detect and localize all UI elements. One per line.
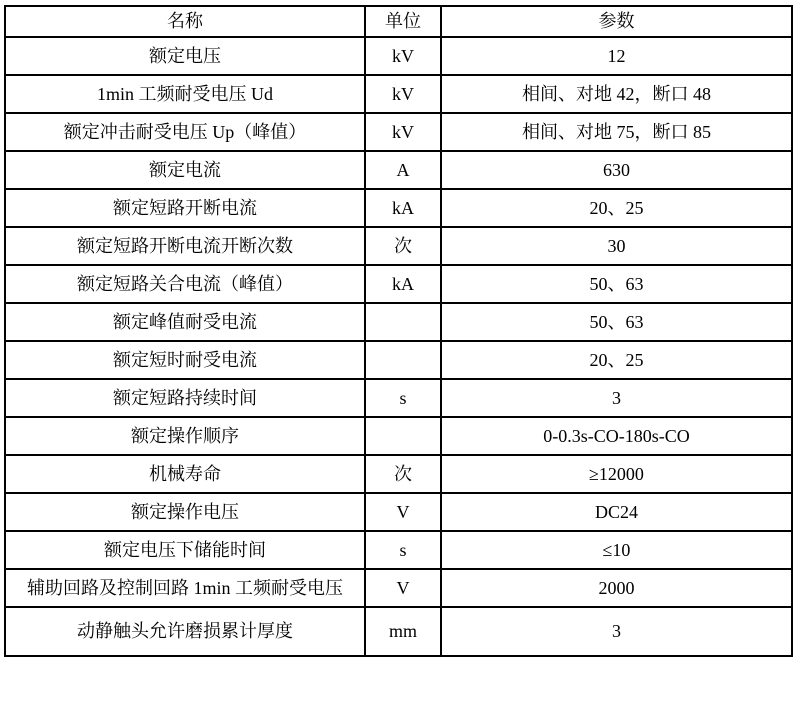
cell-unit: 次 xyxy=(365,227,441,265)
cell-unit xyxy=(365,417,441,455)
cell-name: 额定电流 xyxy=(5,151,365,189)
cell-unit: s xyxy=(365,531,441,569)
cell-name: 额定电压下储能时间 xyxy=(5,531,365,569)
cell-name: 额定电压 xyxy=(5,37,365,75)
cell-name: 辅助回路及控制回路 1min 工频耐受电压 xyxy=(5,569,365,607)
table-row xyxy=(5,607,792,656)
table-row xyxy=(5,75,792,113)
cell-name: 额定峰值耐受电流 xyxy=(5,303,365,341)
cell-value: ≤10 xyxy=(441,531,792,569)
cell-value: 相间、对地 42，断口 48 xyxy=(441,75,792,113)
cell-value: 30 xyxy=(441,227,792,265)
table-row xyxy=(5,227,792,265)
cell-unit xyxy=(365,303,441,341)
cell-name: 额定冲击耐受电压 Up（峰值） xyxy=(5,113,365,151)
cell-unit: kA xyxy=(365,189,441,227)
cell-unit xyxy=(365,341,441,379)
spec-table xyxy=(4,5,793,657)
cell-name: 额定操作电压 xyxy=(5,493,365,531)
cell-name: 额定操作顺序 xyxy=(5,417,365,455)
table-row xyxy=(5,265,792,303)
cell-value: 50、63 xyxy=(441,303,792,341)
table-row xyxy=(5,417,792,455)
cell-value: 3 xyxy=(441,607,792,656)
column-header-name: 名称 xyxy=(5,6,365,37)
table-row xyxy=(5,531,792,569)
cell-unit: kA xyxy=(365,265,441,303)
cell-value: 2000 xyxy=(441,569,792,607)
cell-unit: kV xyxy=(365,37,441,75)
cell-value: 630 xyxy=(441,151,792,189)
cell-unit: kV xyxy=(365,113,441,151)
cell-value: 20、25 xyxy=(441,341,792,379)
cell-unit: kV xyxy=(365,75,441,113)
cell-name: 额定短路开断电流开断次数 xyxy=(5,227,365,265)
cell-name: 机械寿命 xyxy=(5,455,365,493)
table-row xyxy=(5,151,792,189)
cell-value: ≥12000 xyxy=(441,455,792,493)
cell-unit: mm xyxy=(365,607,441,656)
cell-value: 50、63 xyxy=(441,265,792,303)
cell-name: 额定短路持续时间 xyxy=(5,379,365,417)
table-row xyxy=(5,113,792,151)
table-row xyxy=(5,455,792,493)
cell-value: 3 xyxy=(441,379,792,417)
cell-name: 1min 工频耐受电压 Ud xyxy=(5,75,365,113)
cell-value: 20、25 xyxy=(441,189,792,227)
cell-value: 0-0.3s-CO-180s-CO xyxy=(441,417,792,455)
cell-value: DC24 xyxy=(441,493,792,531)
cell-unit: V xyxy=(365,569,441,607)
cell-name: 额定短路开断电流 xyxy=(5,189,365,227)
table-row xyxy=(5,493,792,531)
table-row xyxy=(5,303,792,341)
cell-name: 动静触头允许磨损累计厚度 xyxy=(5,607,365,656)
table-row xyxy=(5,189,792,227)
table-row xyxy=(5,341,792,379)
column-header-unit: 单位 xyxy=(365,6,441,37)
table-header-row xyxy=(5,6,792,37)
table-row xyxy=(5,569,792,607)
table-row xyxy=(5,379,792,417)
table-row xyxy=(5,37,792,75)
cell-value: 相间、对地 75，断口 85 xyxy=(441,113,792,151)
cell-unit: A xyxy=(365,151,441,189)
cell-unit: V xyxy=(365,493,441,531)
cell-unit: 次 xyxy=(365,455,441,493)
column-header-value: 参数 xyxy=(441,6,792,37)
cell-name: 额定短时耐受电流 xyxy=(5,341,365,379)
cell-value: 12 xyxy=(441,37,792,75)
cell-name: 额定短路关合电流（峰值） xyxy=(5,265,365,303)
cell-unit: s xyxy=(365,379,441,417)
